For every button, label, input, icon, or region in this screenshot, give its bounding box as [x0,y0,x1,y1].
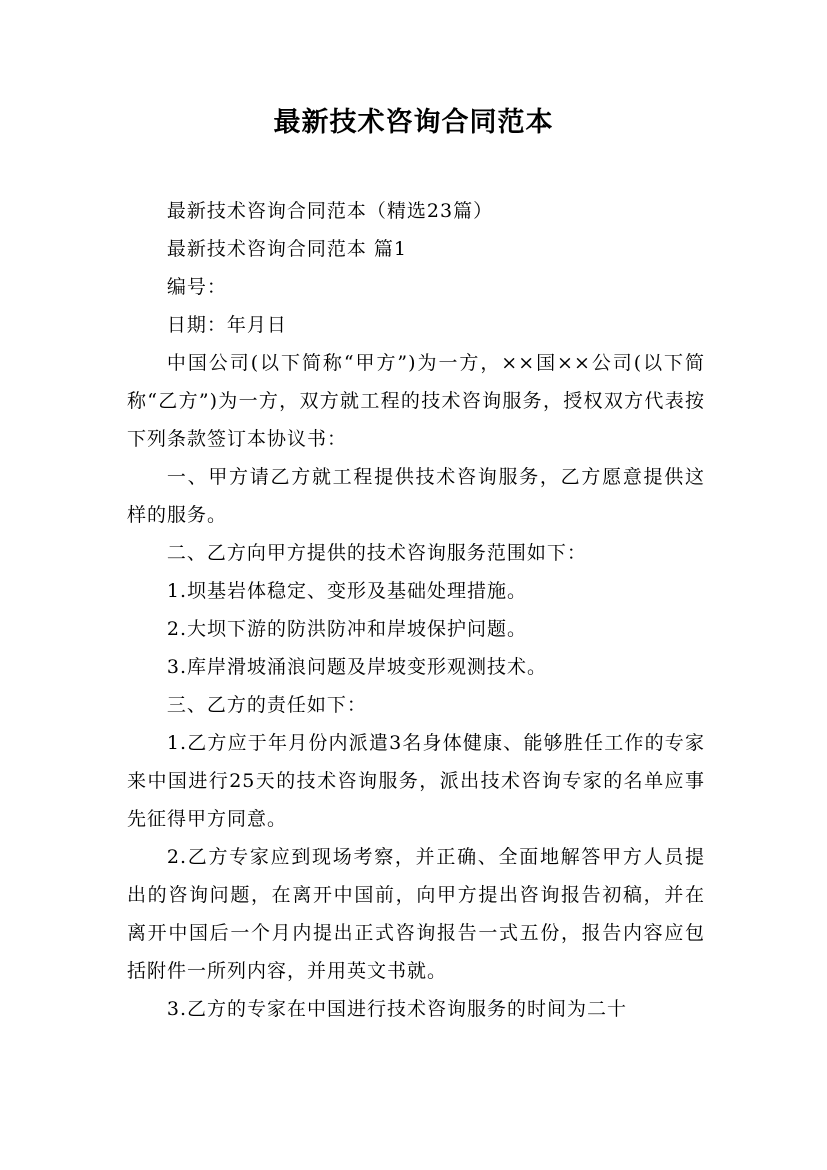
paragraph-clause-2: 二、乙方向甲方提供的技术咨询服务范围如下： [166,542,587,564]
paragraph-number: 编号： [166,276,227,298]
paragraph-parties: 中国公司(以下简称“甲方”)为一方，××国××公司(以下简称“乙方”)为一方，双方就工程的技术咨询服务，授权双方代表按下列条款签订本协议书： [127,352,705,450]
paragraph-clause-1: 一、甲方请乙方就工程提供技术咨询服务，乙方愿意提供这样的服务。 [127,466,705,526]
paragraph-item-3-1: 1.乙方应于年月份内派遣3名身体健康、能够胜任工作的专家来中国进行25天的技术咨询服务，派出技术咨询专家的名单应事先征得甲方同意。 [127,732,705,830]
paragraph-item-2-2: 2.大坝下游的防洪防冲和岸坡保护问题。 [166,618,528,640]
document-body [127,192,705,1028]
paragraph-section-heading: 最新技术咨询合同范本 篇1 [166,238,408,260]
document-title: 最新技术咨询合同范本 [273,107,554,138]
paragraph-item-3-3: 3.乙方的专家在中国进行技术咨询服务的时间为二十 [166,998,628,1020]
paragraph-item-2-3: 3.库岸滑坡涌浪问题及岸坡变形观测技术。 [166,656,548,678]
paragraph-item-3-2: 2.乙方专家应到现场考察，并正确、全面地解答甲方人员提出的咨询问题，在离开中国前，向甲方提出咨询报告初稿，并在离开中国后一个月内提出正式咨询报告一式五份，报告内容应包括附件一所列内容，并用英文书就。 [127,846,705,982]
paragraph-item-2-1: 1.坝基岩体稳定、变形及基础处理措施。 [166,580,528,602]
paragraph-date: 日期：年月日 [166,314,287,336]
paragraph-clause-3: 三、乙方的责任如下： [166,694,367,716]
paragraph-subtitle: 最新技术咨询合同范本（精选23篇） [166,200,494,222]
